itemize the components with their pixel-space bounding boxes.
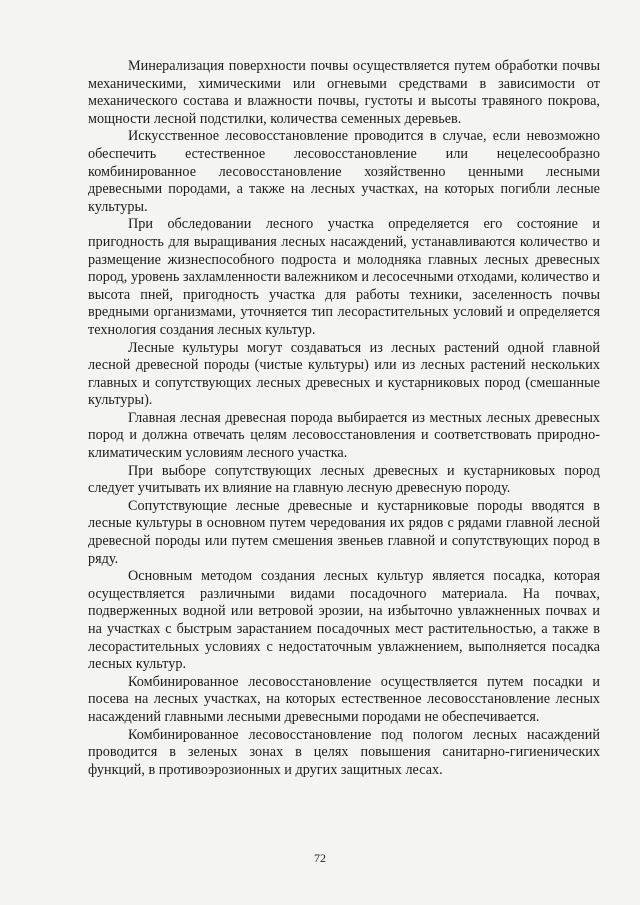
paragraph-mineralization: Минерализация поверхности почвы осуществляется путем обработки почвы механическими, химическими или огневыми средствами в зависимости от механического состава и влажности почвы, густоты и высоты травяного покрова, мощности лесной подстилки, количества семенных деревьев. bbox=[88, 58, 600, 127]
paragraph-main-species: Главная лесная древесная порода выбирается из местных лесных древесных пород и должна отвечать целям лесовосстановления и соответствовать природно-климатическим условиям лесного участка. bbox=[88, 409, 600, 462]
paragraph-planting-method: Основным методом создания лесных культур является посадка, которая осуществляется различными видами посадочного материала. На почвах, подверженных водной или ветровой эрозии, на избыточно увлажненных почвах и на участках с быстрым зарастанием посадочных мест растительностью, а также в лесорастительных условиях с недостаточным увлажнением, выполняется посадка лесных культур. bbox=[88, 568, 600, 673]
paragraph-forest-crops-types: Лесные культуры могут создаваться из лесных растений одной главной лесной древесной породы (чистые культуры) или из лесных растений нескольких главных и сопутствующих лесных древесных и кустарниковых пород (смешанные культуры). bbox=[88, 339, 600, 409]
body-text bbox=[88, 58, 600, 779]
paragraph-accompanying-introduction: Сопутствующие лесные древесные и кустарниковые породы вводятся в лесные культуры в основном путем чередования их рядов с рядами главной лесной древесной породы или путем смешения звеньев главной и сопутствующих пород в ряду. bbox=[88, 497, 600, 567]
paragraph-artificial-reforestation: Искусственное лесовосстановление проводится в случае, если невозможно обеспечить естественное лесовосстановление или нецелесообразно комбинированное лесовосстановление хозяйственно ценными лесными древесными породами, а также на лесных участках, на которых погибли лесные культуры. bbox=[88, 128, 600, 215]
paragraph-combined-under-canopy: Комбинированное лесовосстановление под пологом лесных насаждений проводится в зеленых зонах в целях повышения санитарно-гигиенических функций, в противоэрозионных и других защитных лесах. bbox=[88, 726, 600, 778]
paragraph-site-survey: При обследовании лесного участка определяется его состояние и пригодность для выращивания лесных насаждений, устанавливаются количество и размещение жизнеспособного подроста и молодняка главных лесных древесных пород, уровень захламленности валежником и лесосечными отходами, количество и высота пней, пригодность участка для работы техники, заселенность почвы вредными организмами, уточняется тип лесорастительных условий и определяется технология создания лесных культур. bbox=[88, 216, 600, 338]
paragraph-accompanying-choice: При выборе сопутствующих лесных древесных и кустарниковых пород следует учитывать их влияние на главную лесную древесную породу. bbox=[88, 462, 600, 497]
paragraph-combined-reforestation: Комбинированное лесовосстановление осуществляется путем посадки и посева на лесных участках, на которых естественное лесовосстановление лесных насаждений главными лесными древесными породами не обеспечивается. bbox=[88, 673, 600, 725]
page-number: 72 bbox=[314, 851, 326, 865]
